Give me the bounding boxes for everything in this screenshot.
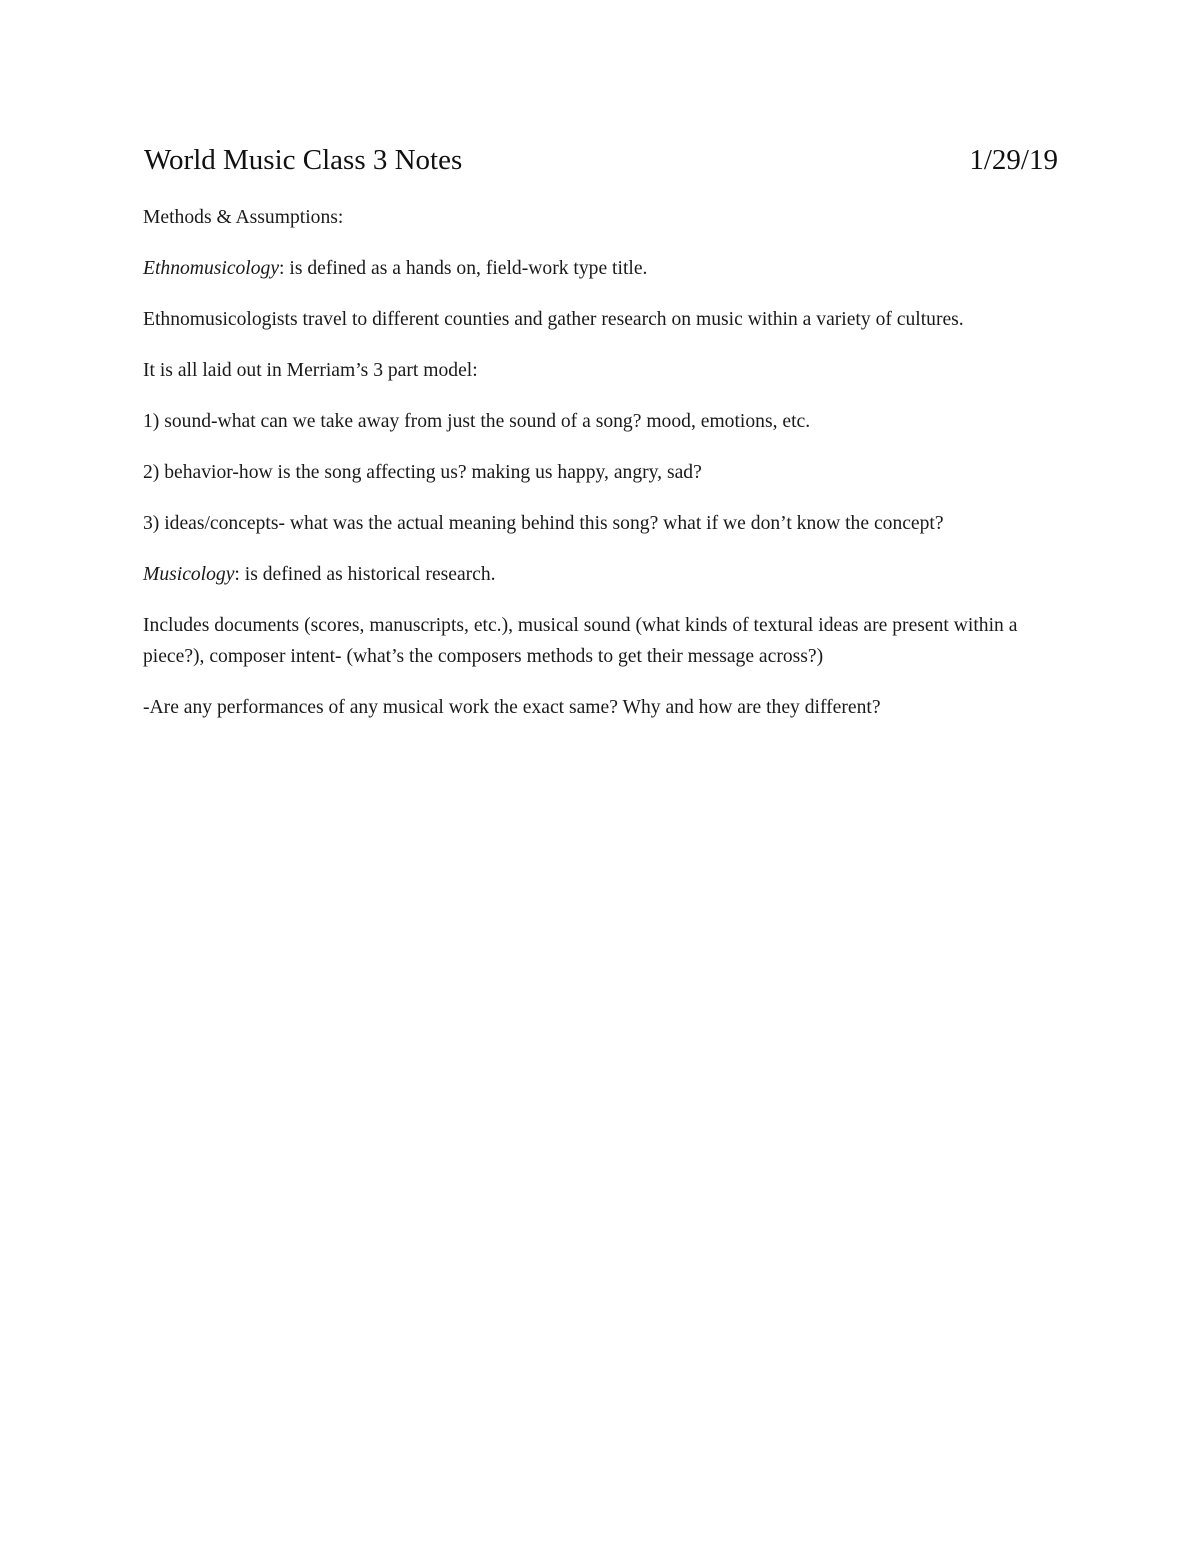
ethnomusicology-definition-text: : is defined as a hands on, field-work type title. <box>279 258 648 279</box>
document-body <box>143 202 1058 743</box>
performances-question: -Are any performances of any musical work the exact same? Why and how are they different? <box>143 697 881 718</box>
document-date: 1/29/19 <box>969 144 1058 176</box>
musicology-term: Musicology <box>143 564 235 585</box>
section-heading: Methods & Assumptions: <box>143 207 344 228</box>
model-item-behavior: 2) behavior-how is the song affecting us? making us happy, angry, sad? <box>143 462 702 483</box>
model-item-sound: 1) sound-what can we take away from just the sound of a song? mood, emotions, etc. <box>143 411 811 432</box>
ethnomusicologists-paragraph: Ethnomusicologists travel to different counties and gather research on music within a variety of cultures. <box>143 309 964 330</box>
musicology-definition <box>143 559 1058 590</box>
merriam-model-paragraph: It is all laid out in Merriam’s 3 part model: <box>143 360 478 381</box>
document-title: World Music Class 3 Notes <box>144 144 463 176</box>
includes-paragraph: Includes documents (scores, manuscripts, etc.), musical sound (what kinds of textural ideas are present within a piece?), composer intent- (what’s the composers methods to get their message across?) <box>143 615 1018 667</box>
model-item-ideas: 3) ideas/concepts- what was the actual meaning behind this song? what if we don’t know the concept? <box>143 513 944 534</box>
document-header <box>144 140 1058 180</box>
musicology-definition-text: : is defined as historical research. <box>234 564 496 585</box>
ethnomusicology-term: Ethnomusicology <box>143 258 280 279</box>
ethnomusicology-definition <box>143 253 1058 284</box>
